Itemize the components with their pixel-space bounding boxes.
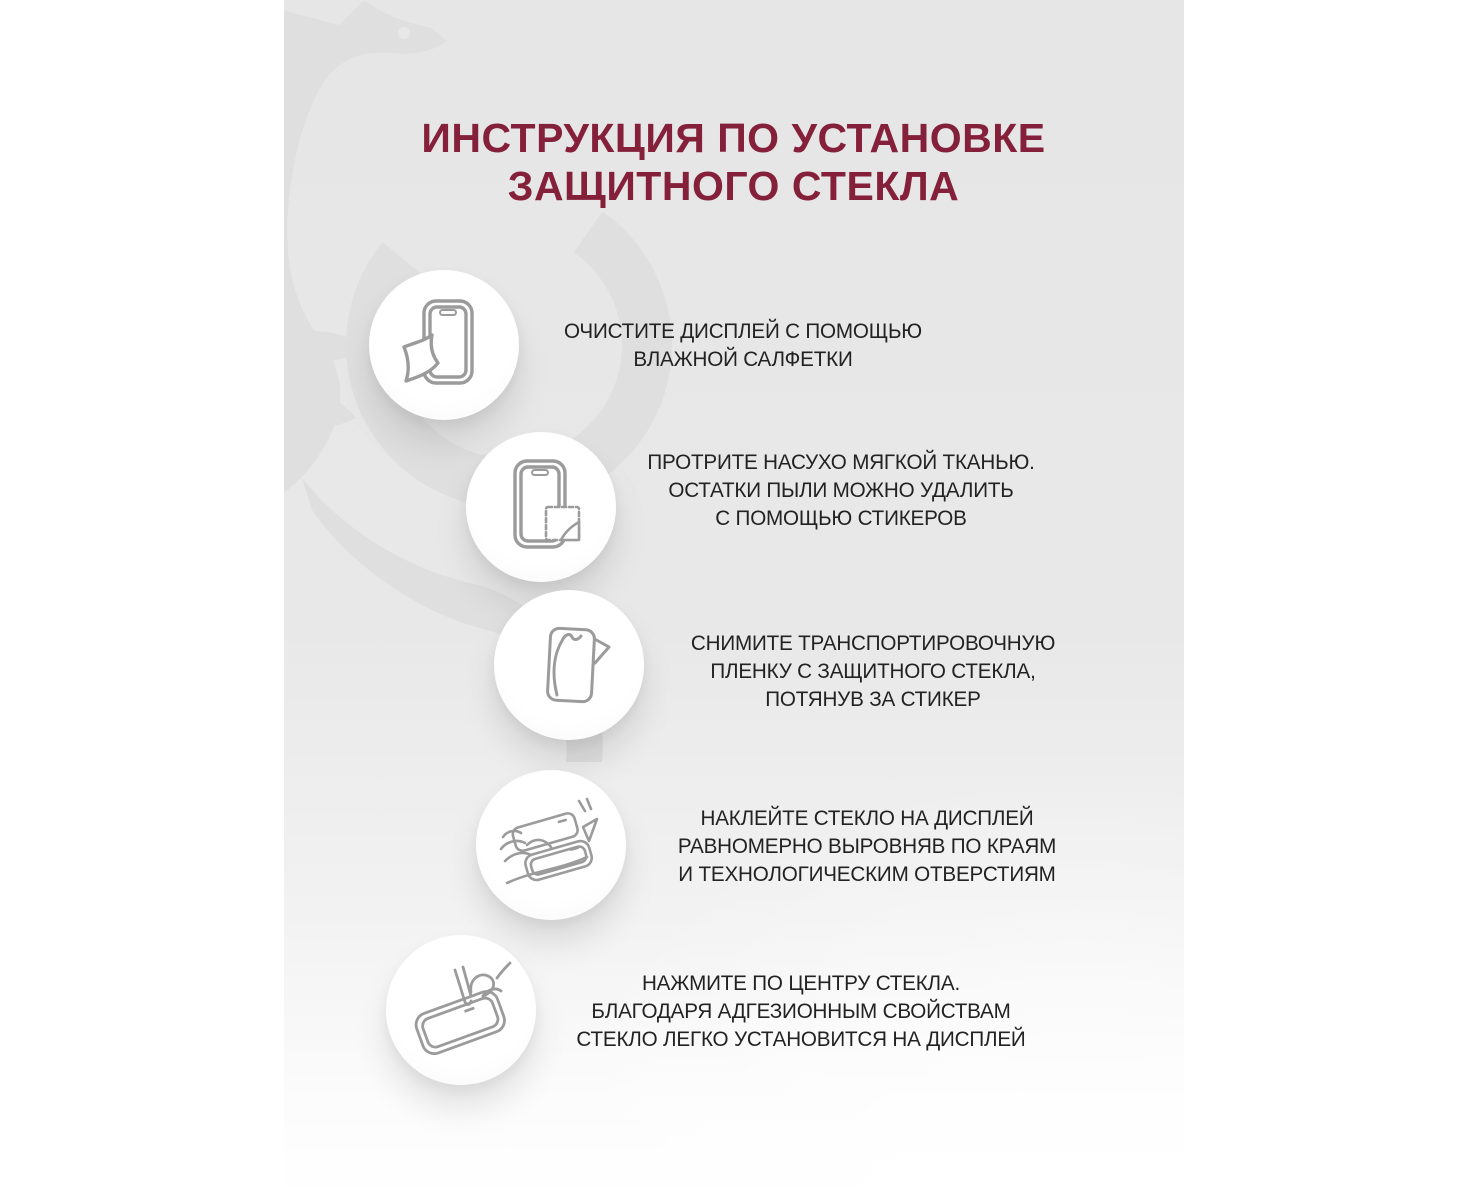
page-title-line2: ЗАЩИТНОГО СТЕКЛА	[507, 163, 960, 209]
step-text-line: СТЕКЛО ЛЕГКО УСТАНОВИТСЯ НА ДИСПЛЕЙ	[575, 1027, 1026, 1051]
apply-glass-icon	[499, 793, 603, 897]
step-2-icon-circle	[466, 432, 616, 582]
step-text-line: ПЛЕНКУ С ЗАЩИТНОГО СТЕКЛА,	[709, 659, 1036, 683]
step-2-text	[647, 448, 1034, 532]
film-peel-icon	[519, 615, 619, 715]
step-5-text	[576, 969, 1025, 1053]
step-text-line: С ПОМОЩЬЮ СТИКЕРОВ	[714, 506, 967, 530]
step-text-line: РАВНОМЕРНО ВЫРОВНЯВ ПО КРАЯМ	[677, 834, 1056, 858]
step-5-icon-circle	[386, 935, 536, 1085]
instruction-sheet	[284, 0, 1184, 1200]
step-text-line: НАКЛЕЙТЕ СТЕКЛО НА ДИСПЛЕЙ	[699, 806, 1034, 830]
step-text-line: СНИМИТЕ ТРАНСПОРТИРОВОЧНУЮ	[690, 631, 1055, 655]
page-title	[284, 114, 1184, 210]
step-text-line: И ТЕХНОЛОГИЧЕСКИМ ОТВЕРСТИЯМ	[677, 862, 1056, 886]
step-4-icon-circle	[476, 770, 626, 920]
step-3-text	[690, 629, 1054, 713]
step-text-line: БЛАГОДАРЯ АДГЕЗИОННЫМ СВОЙСТВАМ	[590, 999, 1011, 1023]
step-3-icon-circle	[494, 590, 644, 740]
step-text-line: ОЧИСТИТЕ ДИСПЛЕЙ С ПОМОЩЬЮ	[563, 319, 922, 343]
step-text-line: ПРОТРИТЕ НАСУХО МЯГКОЙ ТКАНЬЮ.	[646, 450, 1035, 474]
step-1-icon-circle	[369, 270, 519, 420]
step-4-text	[677, 804, 1055, 888]
press-center-icon	[409, 958, 513, 1062]
phone-wipe-icon	[394, 295, 494, 395]
step-text-line: ВЛАЖНОЙ САЛФЕТКИ	[632, 347, 853, 371]
step-text-line: ПОТЯНУВ ЗА СТИКЕР	[764, 687, 981, 711]
phone-sticker-icon	[491, 457, 591, 557]
step-text-line: ОСТАТКИ ПЫЛИ МОЖНО УДАЛИТЬ	[667, 478, 1014, 502]
step-text-line: НАЖМИТЕ ПО ЦЕНТРУ СТЕКЛА.	[641, 971, 960, 995]
step-1-text	[564, 317, 922, 373]
page-title-line1: ИНСТРУКЦИЯ ПО УСТАНОВКЕ	[421, 115, 1046, 161]
